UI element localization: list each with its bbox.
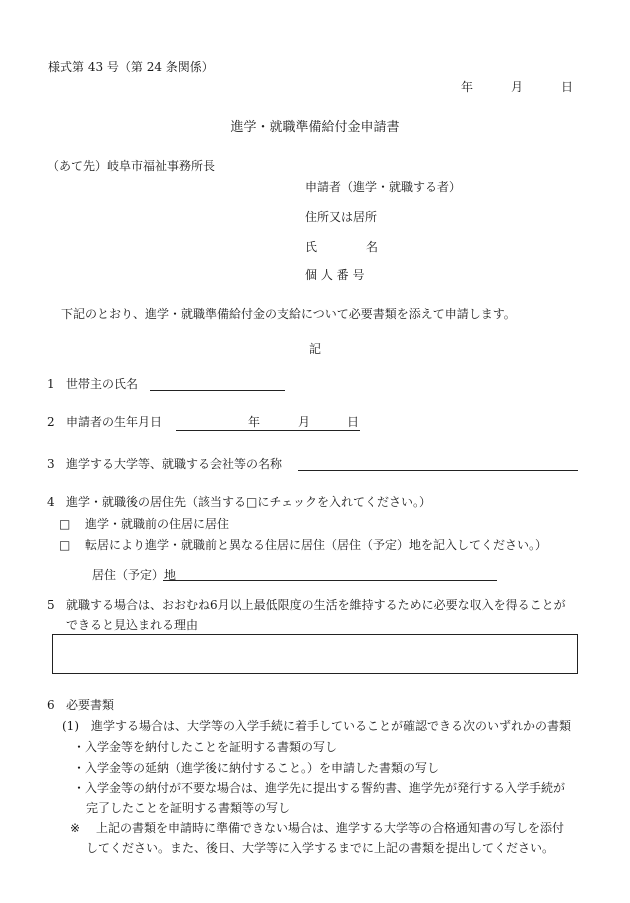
- residence-label: 居住（予定）地: [92, 568, 177, 582]
- doc-bullet-3: ・入学金等の納付が不要な場合は、進学先に提出する誓約書、進学先が発行する入学手続が: [73, 781, 566, 795]
- addressee: （あて先）岐阜市福祉事務所長: [47, 159, 216, 173]
- birth-day-label: 日: [347, 415, 360, 429]
- item1-label: 世帯主の氏名: [66, 377, 139, 391]
- checkbox-icon[interactable]: □: [59, 538, 71, 552]
- applicant-name-label-1: 氏: [305, 240, 318, 254]
- applicant-address-label: 住所又は居所: [305, 210, 378, 224]
- doc-bullet-1: ・入学金等を納付したことを証明する書類の写し: [73, 740, 338, 754]
- document-title: 進学・就職準備給付金申請書: [230, 120, 400, 135]
- item3-label: 進学する大学等、就職する会社等の名称: [66, 457, 283, 471]
- item6-label: 必要書類: [66, 698, 115, 712]
- item6-number: 6: [47, 698, 55, 712]
- item5-text-line2: できると見込まれる理由: [66, 618, 199, 632]
- date-day-label: 日: [561, 80, 574, 94]
- item2-number: 2: [47, 415, 55, 429]
- item4-label: 進学・就職後の居住先（該当する□にチェックを入れてください。）: [66, 495, 431, 509]
- item5-text-line1: 就職する場合は、おおむね6月以上最低限度の生活を維持するために必要な収入を得ることが: [66, 598, 566, 612]
- item5-number: 5: [47, 598, 55, 612]
- residence-option-moved[interactable]: [59, 537, 547, 553]
- employment-reason-box[interactable]: [52, 634, 578, 674]
- birth-year-label: 年: [248, 415, 261, 429]
- householder-name-field[interactable]: [150, 390, 285, 391]
- checkbox-icon[interactable]: □: [59, 517, 71, 531]
- applicant-label: 申請者（進学・就職する者）: [305, 180, 462, 194]
- doc-bullet-3-cont: 完了したことを証明する書類等の写し: [86, 801, 291, 815]
- item4-number: 4: [47, 495, 55, 509]
- residence-option-same[interactable]: [59, 516, 229, 532]
- item6-sub1: (1) 進学する場合は、大学等の入学手続に着手していることが確認できる次のいずれかの書類: [62, 719, 572, 733]
- ki-heading: 記: [308, 342, 321, 356]
- item2-label: 申請者の生年月日: [66, 415, 163, 429]
- school-company-name-field[interactable]: [298, 470, 578, 471]
- item3-number: 3: [47, 457, 55, 471]
- residence-field[interactable]: [163, 580, 497, 581]
- date-month-label: 月: [511, 80, 524, 94]
- birth-month-label: 月: [298, 415, 311, 429]
- item1-number: 1: [47, 377, 55, 391]
- note-line2: してください。また、後日、大学等に入学するまでに上記の書類を提出してください。: [86, 841, 555, 855]
- individual-number-label: 個 人 番 号: [305, 268, 365, 282]
- doc-bullet-2: ・入学金等の延納（進学後に納付すること。）を申請した書類の写し: [73, 761, 440, 775]
- date-year-label: 年: [461, 80, 474, 94]
- form-number: 様式第 43 号（第 24 条関係）: [48, 60, 214, 74]
- note-line1: 上記の書類を申請時に準備できない場合は、進学する大学等の合格通知書の写しを添付: [96, 821, 565, 835]
- birthdate-field[interactable]: [176, 430, 360, 431]
- intro-text: 下記のとおり、進学・就職準備給付金の支給について必要書類を添えて申請します。: [61, 307, 516, 321]
- residence-option-moved-text: 転居により進学・就職前と異なる住居に居住（居住（予定）地を記入してください。）: [85, 538, 548, 552]
- note-mark: ※: [70, 821, 81, 835]
- applicant-name-label-2: 名: [366, 240, 379, 254]
- residence-option-same-text: 進学・就職前の住居に居住: [85, 517, 230, 531]
